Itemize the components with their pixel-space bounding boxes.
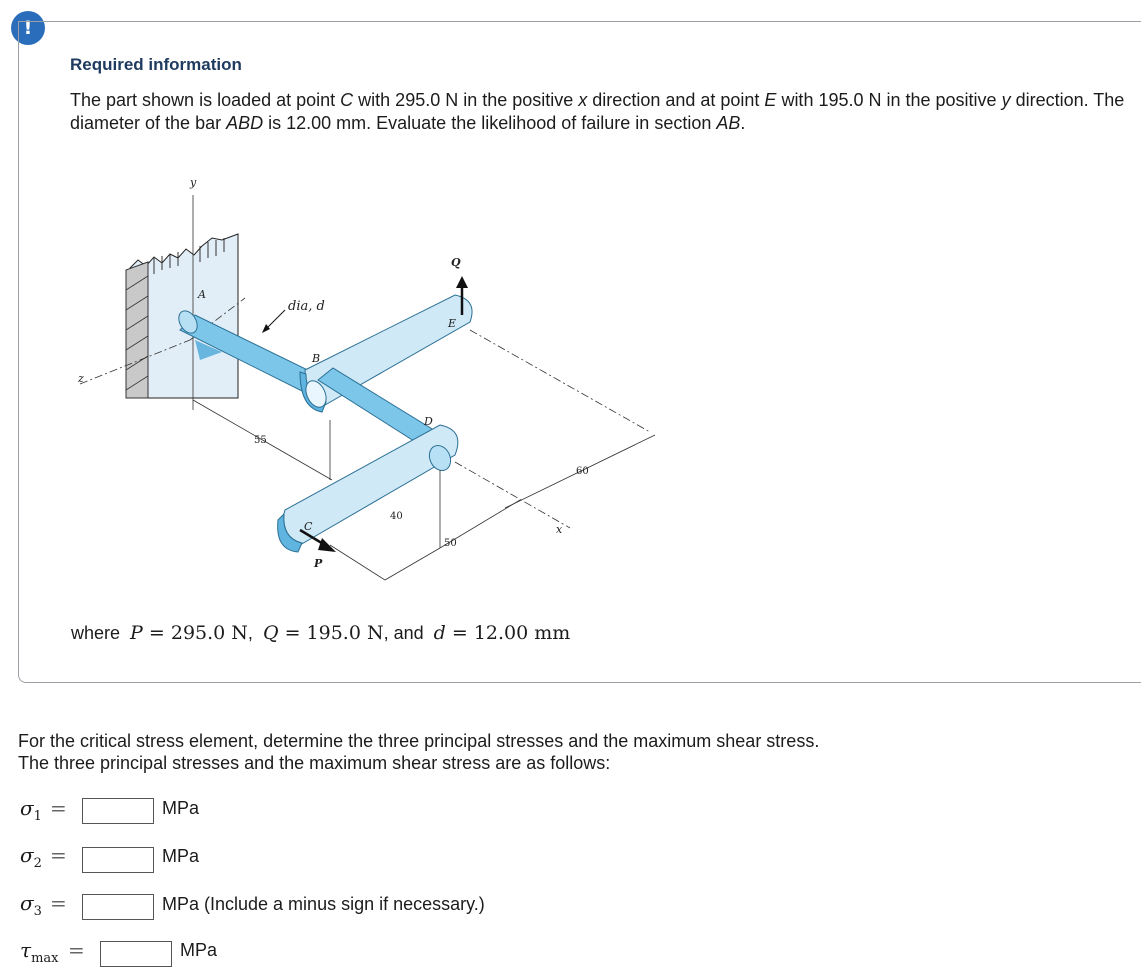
- label-dim-55: 55: [254, 435, 267, 446]
- where-statement: where P = 295.0 N, Q = 195.0 N, and d = 12.00 mm: [71, 622, 571, 644]
- required-information-title: Required information: [70, 55, 242, 74]
- label-dia: dia, d: [288, 299, 325, 314]
- sigma1-input[interactable]: [82, 798, 154, 824]
- label-x: x: [556, 523, 563, 536]
- label-b: B: [312, 352, 321, 365]
- mechanical-part-figure: [75, 165, 675, 585]
- sigma3-unit: MPa (Include a minus sign if necessary.): [162, 894, 485, 914]
- diameter-leader-arrow: [262, 310, 285, 333]
- label-c: C: [304, 520, 313, 533]
- label-p: P: [314, 557, 323, 570]
- label-e: E: [448, 317, 457, 330]
- label-dim-50: 50: [444, 538, 457, 549]
- sigma2-unit: MPa: [162, 846, 200, 866]
- label-dim-60: 60: [576, 466, 589, 477]
- sigma1-symbol: $\sigma_1$: [20, 796, 42, 824]
- label-q: Q: [451, 256, 461, 269]
- x-axis-line: [455, 462, 570, 528]
- exclamation-icon: !: [11, 11, 45, 45]
- label-z: z: [78, 372, 84, 385]
- problem-statement: The part shown is loaded at point C with 295.0 N in the positive x direction and at point E with 195.0 N in the positive y direction. The diameter of the bar ABD is 12.00 mm. Evaluate the likelihood of failure in section AB.: [70, 90, 1125, 133]
- sigma3-symbol: $\sigma_3$: [20, 891, 42, 919]
- label-d: D: [424, 415, 433, 428]
- tau-max-symbol: $\tau_{max}$: [20, 938, 59, 966]
- label-a: A: [198, 288, 206, 301]
- label-dim-40: 40: [390, 511, 403, 522]
- question-text: For the critical stress element, determine the three principal stresses and the maximum shear stress. The three principal stresses and the maximum shear stress are as follows:: [18, 731, 820, 773]
- arm-be: [300, 295, 472, 412]
- tau-max-input[interactable]: [100, 941, 172, 967]
- tau-max-unit: MPa: [180, 940, 218, 960]
- sigma2-input[interactable]: [82, 847, 154, 873]
- sigma1-unit: MPa: [162, 798, 200, 818]
- sigma3-input[interactable]: [82, 894, 154, 920]
- sigma2-symbol: $\sigma_2$: [20, 843, 42, 871]
- label-y: y: [190, 176, 197, 189]
